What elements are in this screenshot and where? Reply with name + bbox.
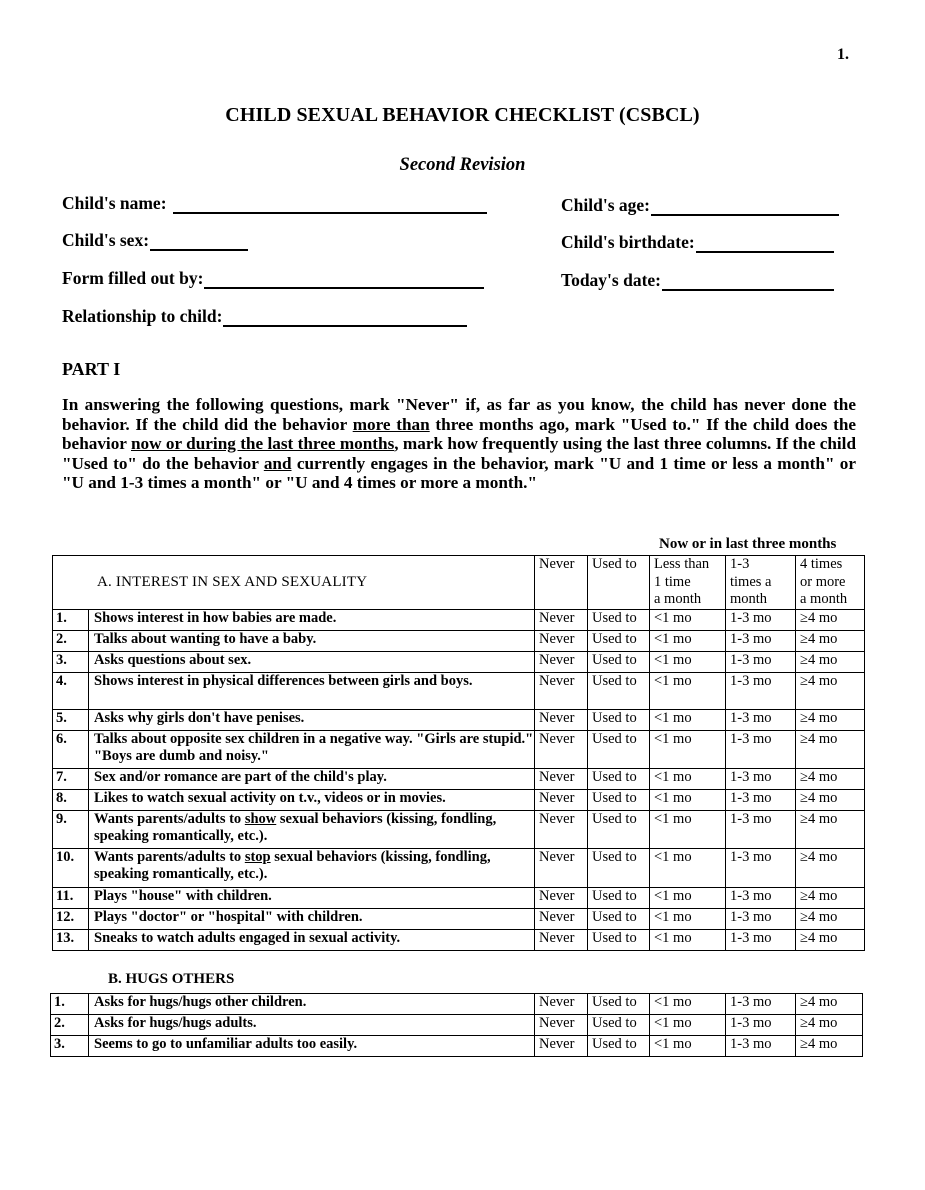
response-option-4-or-more[interactable]: ≥4 mo	[796, 731, 865, 769]
child-sex-label: Child's sex:	[62, 230, 150, 250]
page-number: 1.	[837, 46, 849, 63]
response-option-less-than-1[interactable]: <1 mo	[650, 888, 726, 909]
table-row	[53, 610, 865, 631]
response-option-4-or-more[interactable]: ≥4 mo	[796, 710, 865, 731]
item-behavior: Plays "doctor" or "hospital" with children.	[89, 909, 535, 930]
child-sex-input[interactable]	[150, 232, 248, 251]
response-option-used-to[interactable]: Used to	[588, 731, 650, 769]
response-option-less-than-1[interactable]: <1 mo	[650, 849, 726, 888]
child-birthdate-field	[561, 232, 834, 253]
col-header-less-than-1	[650, 556, 726, 610]
table-row	[53, 731, 865, 769]
response-option-4-or-more[interactable]: ≥4 mo	[796, 888, 865, 909]
child-sex-field	[62, 230, 248, 251]
table-row	[53, 811, 865, 849]
response-option-1-3[interactable]: 1-3 mo	[726, 673, 796, 710]
response-option-less-than-1[interactable]: <1 mo	[650, 769, 726, 790]
response-option-1-3[interactable]: 1-3 mo	[726, 710, 796, 731]
section-a-table	[52, 555, 865, 951]
response-option-4-or-more[interactable]: ≥4 mo	[796, 790, 865, 811]
item-number: 2.	[51, 1015, 89, 1036]
item-emphasis: stop	[244, 849, 271, 865]
col-header-used-to: Used to	[588, 556, 650, 610]
child-birthdate-input[interactable]	[696, 234, 834, 253]
response-option-never[interactable]: Never	[535, 811, 588, 849]
response-option-1-3[interactable]: 1-3 mo	[726, 790, 796, 811]
instructions-text: In answering the following questions, mark "Never" if, as far as you know, the child has never done the behavior. If the child did the behavior	[62, 395, 856, 434]
table-row	[53, 673, 865, 710]
response-option-never[interactable]: Never	[535, 1015, 588, 1036]
col-header-line: Less than	[654, 556, 710, 572]
instructions-emphasis: more than	[352, 414, 430, 434]
response-option-1-3[interactable]: 1-3 mo	[726, 849, 796, 888]
response-option-4-or-more[interactable]: ≥4 mo	[796, 631, 865, 652]
response-option-less-than-1[interactable]: <1 mo	[650, 652, 726, 673]
response-option-1-3[interactable]: 1-3 mo	[726, 994, 796, 1015]
child-age-input[interactable]	[651, 197, 839, 216]
response-option-4-or-more[interactable]: ≥4 mo	[796, 930, 865, 951]
item-number: 7.	[53, 769, 89, 790]
item-number: 8.	[53, 790, 89, 811]
response-option-less-than-1[interactable]: <1 mo	[650, 631, 726, 652]
item-number: 10.	[53, 849, 89, 888]
col-header-line: a month	[800, 591, 848, 607]
response-option-used-to[interactable]: Used to	[588, 888, 650, 909]
form-title: CHILD SEXUAL BEHAVIOR CHECKLIST (CSBCL)	[225, 104, 700, 126]
item-number: 3.	[51, 1036, 89, 1057]
table-row	[53, 769, 865, 790]
col-header-line: or more	[800, 573, 846, 590]
todays-date-input[interactable]	[662, 272, 834, 291]
item-number: 13.	[53, 930, 89, 951]
table-row	[53, 888, 865, 909]
table-header-row	[53, 556, 865, 610]
response-option-never[interactable]: Never	[535, 769, 588, 790]
response-option-less-than-1[interactable]: <1 mo	[650, 610, 726, 631]
response-option-less-than-1[interactable]: <1 mo	[650, 994, 726, 1015]
relationship-label: Relationship to child:	[62, 306, 223, 326]
response-option-less-than-1[interactable]: <1 mo	[650, 1015, 726, 1036]
table-row	[51, 994, 863, 1015]
response-option-used-to[interactable]: Used to	[588, 610, 650, 631]
response-option-never[interactable]: Never	[535, 790, 588, 811]
item-behavior: Talks about wanting to have a baby.	[89, 631, 535, 652]
child-age-label: Child's age:	[561, 195, 650, 215]
response-option-1-3[interactable]: 1-3 mo	[726, 811, 796, 849]
response-option-less-than-1[interactable]: <1 mo	[650, 731, 726, 769]
child-name-label: Child's name:	[62, 193, 167, 213]
col-header-line: times a	[730, 573, 772, 590]
response-option-never[interactable]: Never	[535, 610, 588, 631]
todays-date-label: Today's date:	[561, 270, 662, 290]
response-option-4-or-more[interactable]: ≥4 mo	[796, 673, 865, 710]
response-option-less-than-1[interactable]: <1 mo	[650, 710, 726, 731]
filled-by-label: Form filled out by:	[62, 268, 204, 288]
response-option-1-3[interactable]: 1-3 mo	[726, 631, 796, 652]
col-header-line: a month	[654, 591, 702, 607]
response-option-4-or-more[interactable]: ≥4 mo	[796, 1015, 863, 1036]
item-behavior: Asks why girls don't have penises.	[89, 710, 535, 731]
response-option-never[interactable]: Never	[535, 652, 588, 673]
response-option-less-than-1[interactable]: <1 mo	[650, 930, 726, 951]
response-option-used-to[interactable]: Used to	[588, 790, 650, 811]
table-row	[53, 849, 865, 888]
response-option-never[interactable]: Never	[535, 1036, 588, 1057]
item-behavior: Sex and/or romance are part of the child's play.	[89, 769, 535, 790]
instructions-text: currently engages in the behavior, mark "U and 1 time or less a month" or "U and 1-3 times a month" or "U and 4 times or more a month."	[62, 453, 857, 492]
response-option-1-3[interactable]: 1-3 mo	[726, 610, 796, 631]
instructions-emphasis: and	[263, 453, 292, 473]
response-option-never[interactable]: Never	[535, 930, 588, 951]
section-a-title: A. INTEREST IN SEX AND SEXUALITY	[53, 556, 535, 610]
response-option-used-to[interactable]: Used to	[588, 849, 650, 888]
instructions	[62, 395, 856, 493]
response-option-1-3[interactable]: 1-3 mo	[726, 909, 796, 930]
response-option-4-or-more[interactable]: ≥4 mo	[796, 811, 865, 849]
item-behavior: Seems to go to unfamiliar adults too easily.	[89, 1036, 535, 1057]
response-option-used-to[interactable]: Used to	[588, 909, 650, 930]
item-text: Wants parents/adults to	[94, 849, 245, 865]
table-row	[53, 652, 865, 673]
item-behavior: Sneaks to watch adults engaged in sexual activity.	[89, 930, 535, 951]
item-number: 9.	[53, 811, 89, 849]
response-option-never[interactable]: Never	[535, 731, 588, 769]
response-option-4-or-more[interactable]: ≥4 mo	[796, 610, 865, 631]
child-name-field	[62, 193, 487, 214]
item-number: 11.	[53, 888, 89, 909]
item-text: Wants parents/adults to	[94, 811, 245, 827]
item-number: 1.	[51, 994, 89, 1015]
response-option-never[interactable]: Never	[535, 673, 588, 710]
response-option-less-than-1[interactable]: <1 mo	[650, 811, 726, 849]
response-option-1-3[interactable]: 1-3 mo	[726, 769, 796, 790]
response-option-1-3[interactable]: 1-3 mo	[726, 1015, 796, 1036]
item-number: 12.	[53, 909, 89, 930]
filled-by-field	[62, 268, 484, 289]
response-option-used-to[interactable]: Used to	[588, 930, 650, 951]
table-row	[53, 710, 865, 731]
table-row	[53, 930, 865, 951]
response-option-never[interactable]: Never	[535, 631, 588, 652]
item-behavior	[89, 811, 535, 849]
table-row	[51, 1015, 863, 1036]
item-emphasis: show	[244, 811, 277, 827]
item-number: 6.	[53, 731, 89, 769]
form-subtitle: Second Revision	[399, 155, 526, 175]
col-header-never: Never	[535, 556, 588, 610]
response-option-4-or-more[interactable]: ≥4 mo	[796, 994, 863, 1015]
item-number: 2.	[53, 631, 89, 652]
response-option-1-3[interactable]: 1-3 mo	[726, 888, 796, 909]
response-option-used-to[interactable]: Used to	[588, 673, 650, 710]
item-behavior: Talks about opposite sex children in a negative way. "Girls are stupid." "Boys are dumb and noisy."	[89, 731, 535, 769]
relationship-field	[62, 306, 467, 327]
col-header-1-3	[726, 556, 796, 610]
col-header-line: 4 times	[800, 556, 843, 572]
item-text: sexual behaviors (kissing, fondling, speaking romantically, etc.).	[94, 849, 491, 882]
response-option-never[interactable]: Never	[535, 710, 588, 731]
part-heading: PART I	[62, 359, 121, 379]
item-number: 3.	[53, 652, 89, 673]
response-option-less-than-1[interactable]: <1 mo	[650, 1036, 726, 1057]
col-header-line: month	[730, 591, 768, 607]
response-option-less-than-1[interactable]: <1 mo	[650, 790, 726, 811]
response-option-4-or-more[interactable]: ≥4 mo	[796, 652, 865, 673]
filled-by-input[interactable]	[204, 270, 484, 289]
relationship-input[interactable]	[223, 308, 467, 327]
table-row	[53, 790, 865, 811]
response-option-1-3[interactable]: 1-3 mo	[726, 652, 796, 673]
item-behavior: Shows interest in physical differences between girls and boys.	[89, 673, 535, 710]
response-option-4-or-more[interactable]: ≥4 mo	[796, 1036, 863, 1057]
response-option-used-to[interactable]: Used to	[588, 1036, 650, 1057]
frequency-caption: Now or in last three months	[659, 536, 837, 552]
item-behavior	[89, 849, 535, 888]
child-age-field	[561, 195, 839, 216]
response-option-4-or-more[interactable]: ≥4 mo	[796, 849, 865, 888]
instructions-text: , mark how frequently using the last three columns. If the child "Used to" do the behavior	[62, 434, 856, 473]
response-option-used-to[interactable]: Used to	[588, 631, 650, 652]
response-option-used-to[interactable]: Used to	[588, 811, 650, 849]
item-behavior: Plays "house" with children.	[89, 888, 535, 909]
col-header-line: 1-3	[730, 556, 750, 572]
item-behavior: Shows interest in how babies are made.	[89, 610, 535, 631]
response-option-1-3[interactable]: 1-3 mo	[726, 930, 796, 951]
response-option-used-to[interactable]: Used to	[588, 710, 650, 731]
instructions-emphasis: now or during the last three months	[130, 434, 395, 453]
item-behavior: Asks for hugs/hugs adults.	[89, 1015, 535, 1036]
item-number: 1.	[53, 610, 89, 631]
col-header-4-or-more	[796, 556, 865, 610]
child-name-input[interactable]	[173, 195, 487, 214]
response-option-used-to[interactable]: Used to	[588, 1015, 650, 1036]
response-option-used-to[interactable]: Used to	[588, 994, 650, 1015]
item-behavior: Asks questions about sex.	[89, 652, 535, 673]
response-option-1-3[interactable]: 1-3 mo	[726, 1036, 796, 1057]
item-number: 5.	[53, 710, 89, 731]
response-option-used-to[interactable]: Used to	[588, 652, 650, 673]
section-b-title: B. HUGS OTHERS	[108, 971, 235, 987]
response-option-never[interactable]: Never	[535, 909, 588, 930]
instructions-text: three months ago, mark "Used to." If the child does the behavior	[62, 414, 857, 453]
response-option-4-or-more[interactable]: ≥4 mo	[796, 909, 865, 930]
table-row	[51, 1036, 863, 1057]
item-behavior: Asks for hugs/hugs other children.	[89, 994, 535, 1015]
child-birthdate-label: Child's birthdate:	[561, 232, 695, 252]
table-row	[53, 909, 865, 930]
response-option-never[interactable]: Never	[535, 849, 588, 888]
col-header-line: 1 time	[654, 573, 691, 590]
response-option-less-than-1[interactable]: <1 mo	[650, 673, 726, 710]
response-option-never[interactable]: Never	[535, 888, 588, 909]
response-option-used-to[interactable]: Used to	[588, 769, 650, 790]
response-option-1-3[interactable]: 1-3 mo	[726, 731, 796, 769]
item-behavior: Likes to watch sexual activity on t.v., videos or in movies.	[89, 790, 535, 811]
table-row	[53, 631, 865, 652]
item-text: sexual behaviors (kissing, fondling, speaking romantically, etc.).	[94, 811, 497, 844]
response-option-less-than-1[interactable]: <1 mo	[650, 909, 726, 930]
response-option-4-or-more[interactable]: ≥4 mo	[796, 769, 865, 790]
todays-date-field	[561, 270, 834, 291]
section-b-table	[50, 993, 863, 1057]
item-number: 4.	[53, 673, 89, 710]
response-option-never[interactable]: Never	[535, 994, 588, 1015]
